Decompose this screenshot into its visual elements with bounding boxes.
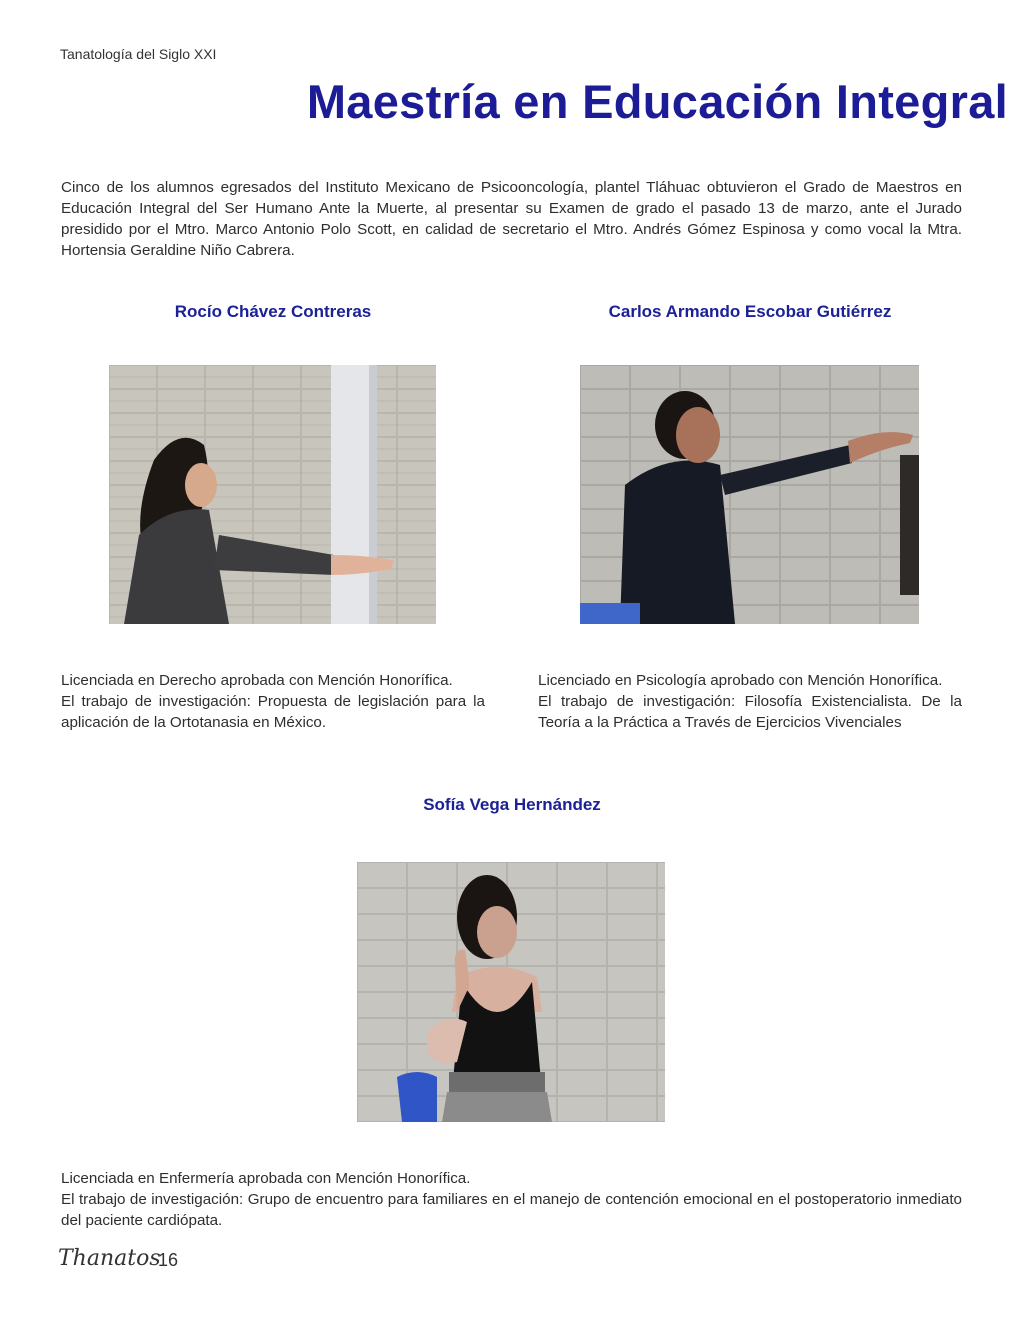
graduate-degree: Licenciado en Psicología aprobado con Mención Honorífica. [538, 672, 943, 689]
graduate-photo [357, 862, 665, 1122]
graduate-photo [109, 365, 436, 624]
graduate-degree: Licenciada en Derecho aprobada con Mención Honorífica. [61, 672, 453, 689]
graduate-bio [61, 670, 485, 733]
graduate-thesis: El trabajo de investigación: Grupo de encuentro para familiares en el manejo de contención emocional en el postoperatorio inmediato del paciente cardiópata. [61, 1191, 962, 1229]
graduate-bio [61, 1168, 962, 1231]
page-number: 16 [158, 1250, 179, 1270]
graduate-bio [538, 670, 962, 733]
graduate-thesis: El trabajo de investigación: Propuesta de legislación para la aplicación de la Ortotanasia en México. [61, 693, 485, 731]
intro-paragraph: Cinco de los alumnos egresados del Instituto Mexicano de Psicooncología, plantel Tláhuac obtuvieron el Grado de Maestros en Educación Integral del Ser Humano Ante la Muerte, al presentar su Examen de grado el pasado 13 de marzo, ante el Jurado presidido por el Mtro. Marco Antonio Polo Scott, en calidad de secretario el Mtro. Andrés Gómez Espinosa y como vocal la Mtra. Hortensia Geraldine Niño Cabrera. [61, 179, 962, 259]
graduate-name: Sofía Vega Hernández [423, 795, 601, 814]
graduate-thesis: El trabajo de investigación: Filosofía Existencialista. De la Teoría a la Práctica a Través de Ejercicios Vivenciales [538, 693, 962, 731]
graduate-degree: Licenciada en Enfermería aprobada con Mención Honorífica. [61, 1170, 471, 1187]
header-kicker: Tanatología del Siglo XXI [60, 46, 217, 62]
magazine-logo: Thanatos [58, 1246, 161, 1271]
page-title: Maestría en Educación Integral [306, 75, 1008, 128]
graduate-name: Rocío Chávez Contreras [174, 302, 372, 321]
graduate-name: Carlos Armando Escobar Gutiérrez [608, 302, 892, 321]
graduate-photo [580, 365, 919, 624]
